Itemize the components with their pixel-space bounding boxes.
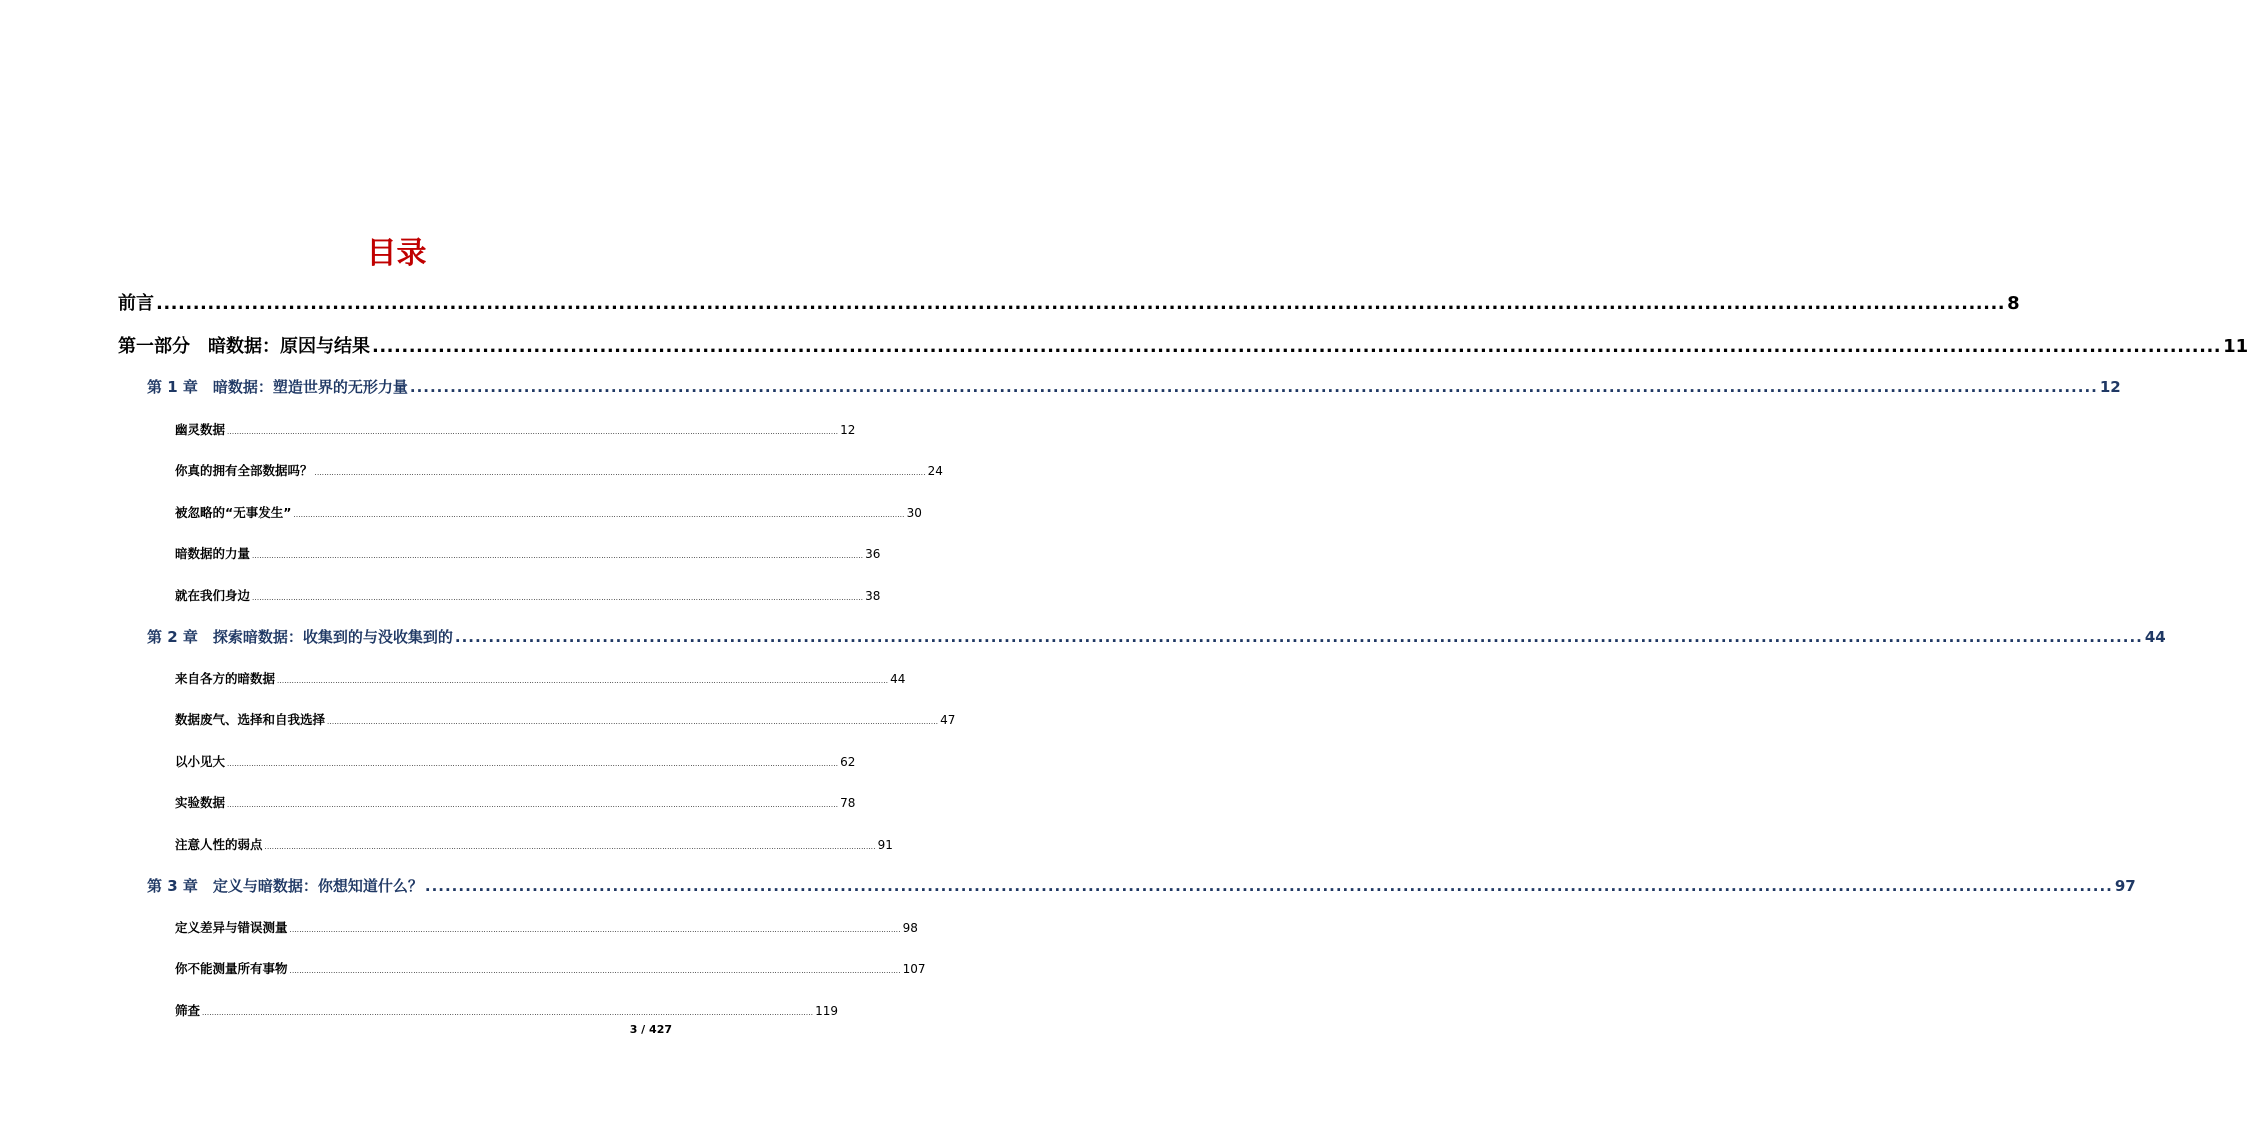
dot-leader: ............................................................................................................................................................................................................................................................ xyxy=(454,628,2143,646)
toc-entry-section[interactable] xyxy=(175,959,926,979)
toc-entry-chapter-3[interactable] xyxy=(147,874,2136,898)
dot-leader: ............................................................................................................................................................................................................................................................ xyxy=(277,677,889,685)
dot-leader: ............................................................................................................................................................................................................................................................ xyxy=(289,926,901,934)
toc-entry-label: 被忽略的“无事发生” xyxy=(175,505,292,520)
toc-entry-section[interactable] xyxy=(175,586,881,606)
dot-leader: ............................................................................................................................................................................................................................................................ xyxy=(314,469,926,477)
toc-entry-page: 8 xyxy=(2007,293,2020,314)
toc-entry-label: 你不能测量所有事物 xyxy=(175,961,288,976)
dot-leader: ............................................................................................................................................................................................................................................................ xyxy=(227,801,839,809)
toc-entry-label: 暗数据的力量 xyxy=(175,546,251,561)
toc-entry-section[interactable] xyxy=(175,420,856,440)
toc-entry-section[interactable] xyxy=(175,752,856,772)
dot-leader: ............................................................................................................................................................................................................................................................ xyxy=(227,428,839,436)
toc-entry-section[interactable] xyxy=(175,1001,839,1021)
toc-entry-label: 注意人性的弱点 xyxy=(175,837,263,852)
toc-entry-label: 定义差异与错误测量 xyxy=(175,920,288,935)
toc-entry-page: 11 xyxy=(2223,336,2248,357)
dot-leader: ............................................................................................................................................................................................................................................................ xyxy=(372,336,2222,357)
toc-entry-label: 就在我们身边 xyxy=(175,588,251,603)
toc-entry-page: 47 xyxy=(940,713,956,727)
dot-leader: ............................................................................................................................................................................................................................................................ xyxy=(293,511,905,519)
toc-entry-label: 第一部分 暗数据：原因与结果 xyxy=(118,336,370,357)
toc-entry-label: 第 2 章 探索暗数据：收集到的与没收集到的 xyxy=(147,628,453,646)
toc-entry-page: 119 xyxy=(815,1004,839,1018)
toc-entry-label: 前言 xyxy=(118,293,154,314)
toc-entry-page: 91 xyxy=(877,838,893,852)
toc-entry-label: 第 3 章 定义与暗数据：你想知道什么？ xyxy=(147,877,423,895)
toc-entry-label: 来自各方的暗数据 xyxy=(175,671,276,686)
toc-entry-chapter-2[interactable] xyxy=(147,625,2166,649)
toc-entry-section[interactable] xyxy=(175,503,922,523)
toc-entry-preface[interactable] xyxy=(118,290,2020,318)
dot-leader: ............................................................................................................................................................................................................................................................ xyxy=(227,760,839,768)
dot-leader: ............................................................................................................................................................................................................................................................ xyxy=(327,718,939,726)
toc-entry-section[interactable] xyxy=(175,918,918,938)
toc-entry-page: 30 xyxy=(906,506,922,520)
toc-entry-page: 44 xyxy=(2144,628,2166,646)
toc-entry-page: 24 xyxy=(927,464,943,478)
toc-entry-section[interactable] xyxy=(175,544,881,564)
toc-entry-page: 98 xyxy=(902,921,918,935)
dot-leader: ............................................................................................................................................................................................................................................................ xyxy=(252,594,864,602)
page-number: 3 / 427 xyxy=(629,1023,672,1036)
toc-entry-page: 38 xyxy=(865,589,881,603)
toc-entry-label: 以小见大 xyxy=(175,754,226,769)
toc-entry-page: 78 xyxy=(840,796,856,810)
toc-entry-label: 实验数据 xyxy=(175,795,226,810)
dot-leader: ............................................................................................................................................................................................................................................................ xyxy=(156,293,2006,314)
toc-entry-label: 你真的拥有全部数据吗？ xyxy=(175,463,313,478)
toc-entry-section[interactable] xyxy=(175,710,956,730)
toc-entry-page: 12 xyxy=(2099,378,2121,396)
dot-leader: ............................................................................................................................................................................................................................................................ xyxy=(264,843,876,851)
toc-entry-part-1[interactable] xyxy=(118,333,2248,361)
toc-entry-page: 62 xyxy=(840,755,856,769)
dot-leader: ............................................................................................................................................................................................................................................................ xyxy=(424,877,2113,895)
toc-entry-page: 36 xyxy=(865,547,881,561)
toc-entry-page: 12 xyxy=(840,423,856,437)
toc-entry-page: 97 xyxy=(2114,877,2136,895)
toc-entry-page: 44 xyxy=(890,672,906,686)
toc-entry-chapter-1[interactable] xyxy=(147,375,2121,399)
toc-entry-label: 幽灵数据 xyxy=(175,422,226,437)
page-title: 目录 xyxy=(366,236,427,271)
toc-entry-section[interactable] xyxy=(175,461,943,481)
toc-entry-label: 筛查 xyxy=(175,1003,201,1018)
dot-leader: ............................................................................................................................................................................................................................................................ xyxy=(289,967,901,975)
toc-entry-page: 107 xyxy=(902,962,926,976)
toc-entry-section[interactable] xyxy=(175,835,893,855)
toc-entry-section[interactable] xyxy=(175,669,906,689)
dot-leader: ............................................................................................................................................................................................................................................................ xyxy=(202,1009,814,1017)
toc-entry-section[interactable] xyxy=(175,793,856,813)
dot-leader: ............................................................................................................................................................................................................................................................ xyxy=(252,552,864,560)
toc-entry-label: 第 1 章 暗数据：塑造世界的无形力量 xyxy=(147,378,408,396)
dot-leader: ............................................................................................................................................................................................................................................................ xyxy=(409,378,2098,396)
toc-entry-label: 数据废气、选择和自我选择 xyxy=(175,712,326,727)
